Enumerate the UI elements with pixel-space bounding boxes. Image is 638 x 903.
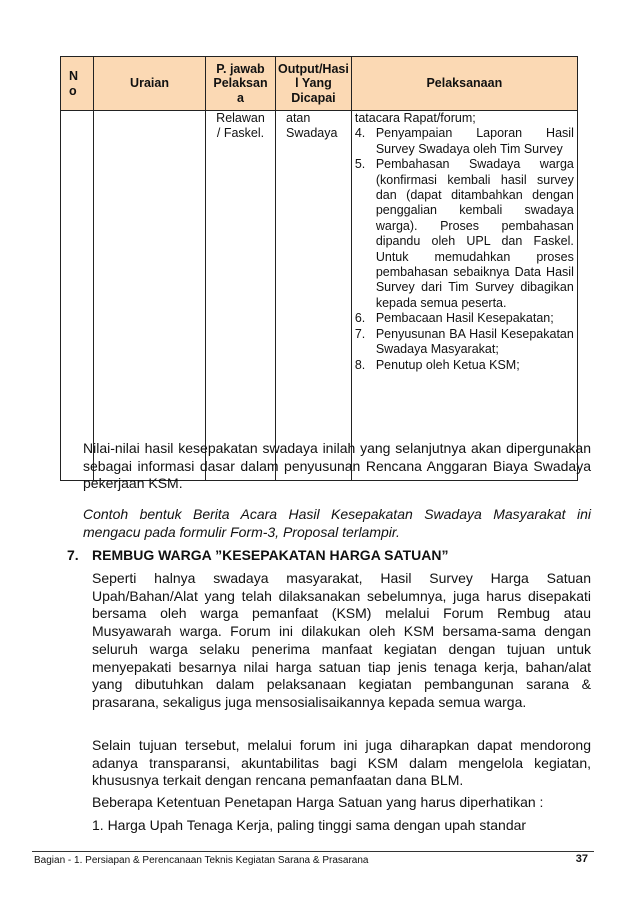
list-item: [355, 157, 574, 311]
list-item: [355, 126, 574, 157]
header-penanggung-jawab: [206, 57, 276, 111]
page-number: 37: [575, 853, 588, 865]
section-heading: [67, 547, 448, 563]
section-title: REMBUG WARGA ”KESEPAKATAN HARGA SATUAN”: [92, 547, 449, 563]
step-number: 4.: [354, 126, 366, 141]
cell-no: [61, 111, 94, 481]
step-text: Pembacaan Hasil Kesepakatan;: [375, 311, 554, 326]
step-number: 6.: [354, 311, 366, 326]
paragraph-ketentuan: Beberapa Ketentuan Penetapan Harga Satuan yang harus diperhatikan :: [92, 794, 544, 810]
cell-output: [276, 111, 352, 481]
cell-output-text: atan Swadaya: [286, 111, 338, 141]
paragraph-rembug-warga: Seperti halnya swadaya masyarakat, Hasil Survey Harga Satuan Upah/Bahan/Alat yang telah dilaksanakan sebelumnya, juga harus disepakati bersama oleh warga pemanfaat (KSM) melalui Forum Rembug atau Musyawarah warga. Forum ini dilakukan oleh KSM bersama-sama dengan seluruh warga selaku penerima manfaat kegiatan dengan tujuan untuk menyepakati besarnya nilai harga satuan tiap jenis tenaga kerja, bahan/alat yang dibutuhkan dalam pelaksanaan kegiatan pembangunan sarana & prasarana, sekaligus juga mensosialisaikannya kepada semua warga.: [92, 570, 591, 710]
paragraph-tujuan-forum: Selain tujuan tersebut, melalui forum ini juga diharapkan dapat mendorong adanya transparansi, akuntabilitas bagi KSM dalam mengelola kegiatan, khususnya terkait dengan rencana pemanfaatan dana BLM.: [92, 737, 591, 789]
cell-uraian: [94, 111, 206, 481]
list-item: [355, 311, 574, 326]
list-item: [355, 327, 574, 358]
paragraph-contoh-berita-acara: Contoh bentuk Berita Acara Hasil Kesepakatan Swadaya Masyarakat ini mengacu pada formulir Form-3, Proposal terlampir.: [83, 506, 591, 540]
header-no-text: N o: [69, 69, 79, 98]
cell-penanggung-jawab: [206, 111, 276, 481]
step-number: 5.: [354, 157, 366, 172]
table-header-row: [61, 57, 578, 111]
step-text: Penyampaian Laporan Hasil Survey Swadaya oleh Tim Survey: [375, 126, 574, 156]
footer-section-title: Bagian - 1. Persiapan & Perencanaan Teknis Kegiatan Sarana & Prasarana: [34, 855, 369, 866]
footer-divider: [32, 851, 594, 852]
step-text: Penyusunan BA Hasil Kesepakatan Swadaya Masyarakat;: [375, 326, 574, 357]
step-number: 8.: [354, 357, 366, 372]
activity-table: [60, 56, 578, 481]
step-text: Penutup oleh Ketua KSM;: [375, 357, 520, 372]
step-text: Pembahasan Swadaya warga (konfirmasi kembali hasil survey dan (dapat ditambahkan dengan penggalian kembali swadaya warga). Proses pembahasan dipandu oleh UPL dan Faskel. Untuk memudahkan proses pembahasan sebaiknya Data Hasil Survey dari Tim Survey dibagikan kepada semua peserta.: [375, 157, 574, 310]
paragraph-harga-upah: 1. Harga Upah Tenaga Kerja, paling tinggi sama dengan upah standar: [92, 817, 527, 833]
header-uraian: Uraian: [94, 57, 206, 111]
header-penanggung-jawab-text: P. jawab Pelaksan a: [213, 61, 268, 105]
header-pelaksanaan: Pelaksanaan: [351, 57, 577, 111]
cell-pelaksanaan: [351, 111, 577, 481]
steps-list: [355, 126, 574, 373]
cell-penanggung-jawab-text: Relawan / Faskel.: [216, 111, 265, 141]
list-item: [355, 358, 574, 373]
steps-lead: tatacara Rapat/forum;: [354, 111, 476, 125]
header-no: [61, 57, 94, 111]
header-output: [276, 57, 352, 111]
table-row: [61, 111, 578, 481]
paragraph-nilai-swadaya: Nilai-nilai hasil kesepakatan swadaya inilah yang selanjutnya akan dipergunakan sebagai informasi dasar dalam penyusunan Rencana Anggaran Biaya Swadaya pekerjaan KSM.: [83, 440, 591, 492]
step-number: 7.: [354, 326, 366, 341]
header-output-text: Output/Hasi l Yang Dicapai: [278, 61, 349, 105]
section-number: 7.: [67, 547, 79, 563]
